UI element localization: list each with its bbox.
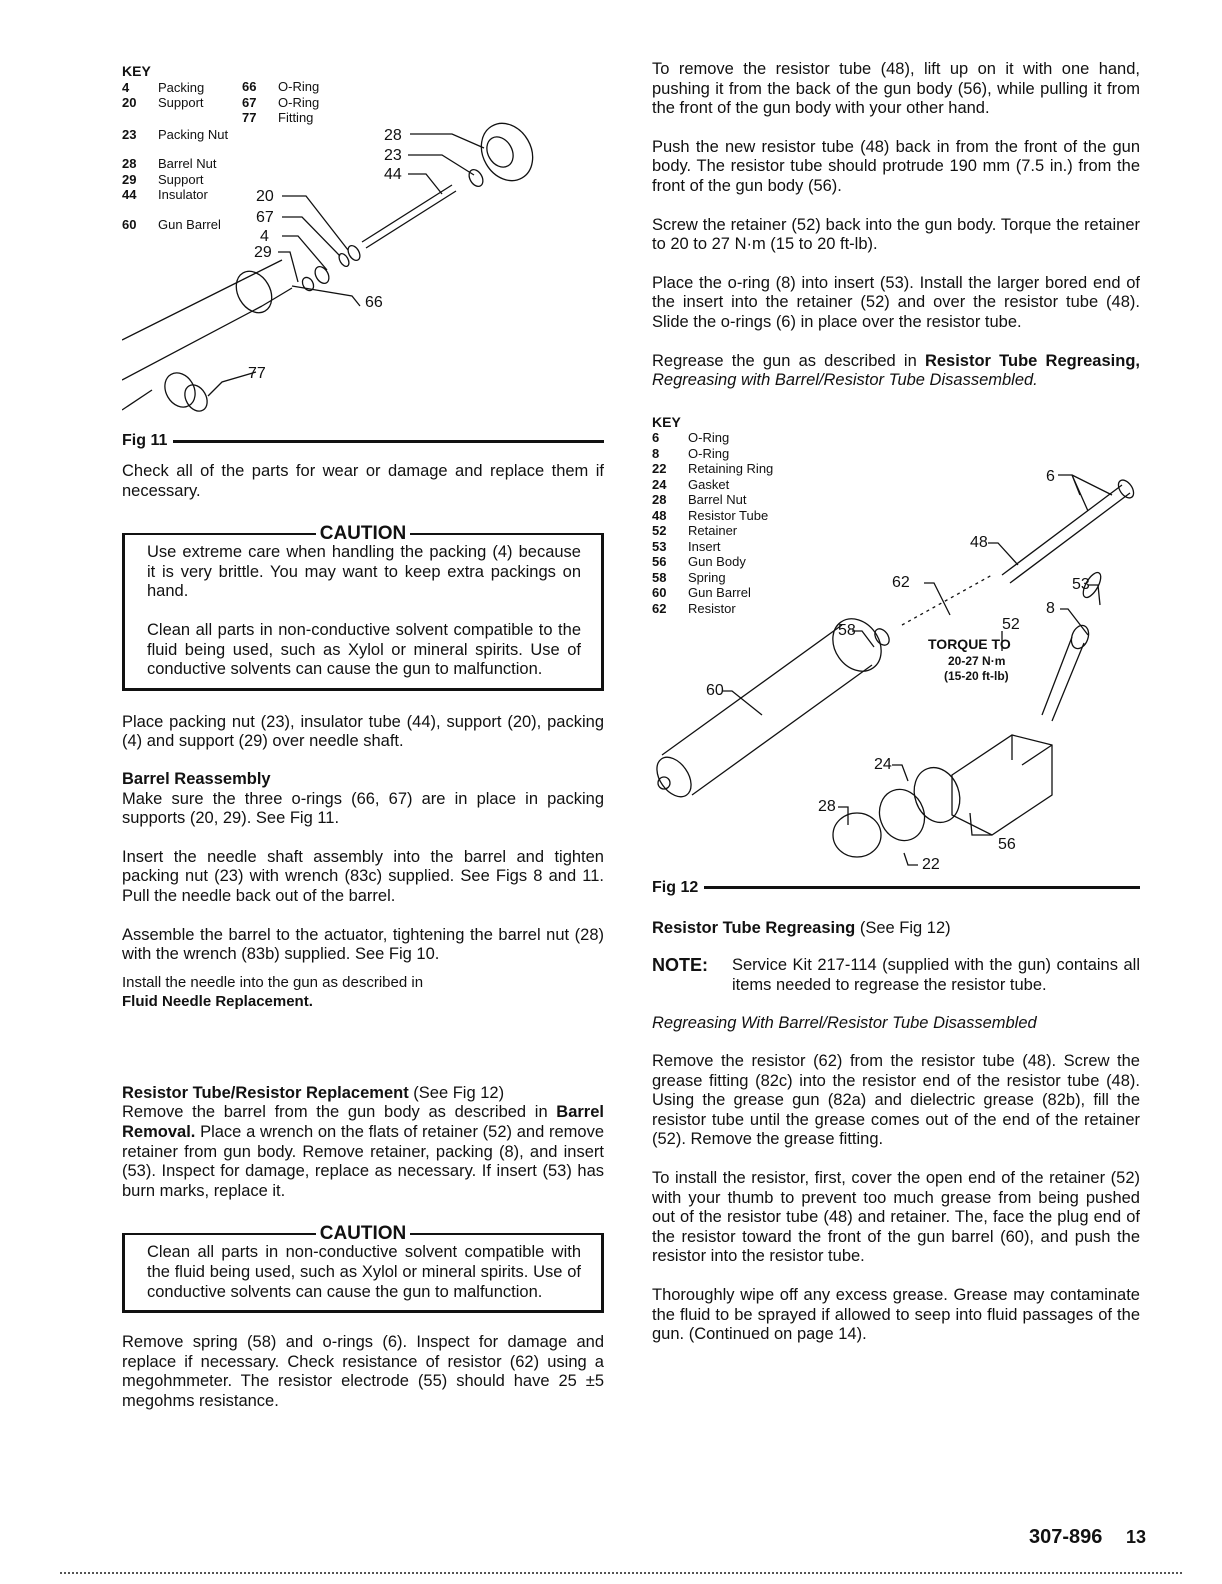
fig12-key-row: 60 Gun Barrel (652, 585, 751, 601)
paragraph: Assemble the barrel to the actuator, tightening the barrel nut (28) with the wrench (83b) supplied. See Fig 10. (122, 925, 604, 964)
fig11-key-row: 23 Packing Nut (122, 126, 229, 142)
paragraph: Install the needle into the gun as described in Fluid Needle Replacement. (122, 973, 424, 1011)
fig12-key-row: 28 Barrel Nut (652, 492, 747, 508)
fig11-key-row: 44 Insulator (122, 187, 208, 202)
page-footer (1029, 1526, 1146, 1549)
page-number: 13 (1125, 1527, 1146, 1547)
fig12-key-row: 52 Retainer (652, 523, 738, 539)
fig11-callout: 23 (384, 147, 402, 164)
fig11-key-row: 77 Fitting (242, 110, 314, 125)
fig11-key-row: 4 Packing (122, 79, 205, 95)
paragraph: Screw the retainer (52) back into the gun body. Torque the retainer to 20 to 27 N·m (15 to 20 ft-lb). (652, 215, 1140, 254)
fig12-callout: 60 (706, 681, 724, 699)
fig12-key-row: 24 Gasket (652, 476, 730, 492)
fig11-callout: 28 (384, 127, 402, 144)
torque-line: TORQUE TO (928, 635, 1011, 652)
fig12-key-row: 58 Spring (652, 569, 726, 585)
fig12-key-row: 6 O-Ring (652, 430, 730, 446)
fig11-key-row: 29 Support (122, 171, 204, 187)
torque-line: (15-20 ft-lb) (944, 668, 1009, 683)
paragraph: Insert the needle shaft assembly into the barrel and tighten packing nut (23) with wrench (83c) supplied. See Figs 8 and 11. Pull the needle back out of the barrel. (122, 847, 604, 905)
note-text: Service Kit 217-114 (supplied with the gun) contains all items needed to regrease the resistor tube. (732, 956, 1140, 994)
paragraph: Push the new resistor tube (48) back in from the front of the gun body. The resistor tube should protrude 190 mm (7.5 in.) from the front of the gun body (56). (652, 137, 1140, 195)
left-column (122, 60, 604, 1412)
caution-title: CAUTION (122, 1223, 604, 1245)
paragraph: Resistor Tube/Resistor Replacement (See Fig 12) Remove the barrel from the gun body as described in Barrel Removal. Place a wrench on the flats of retainer (52) and remove retainer from gun body. Remove retainer, packing (8), and insert (53). Inspect for damage, replace as necessary. If insert (53) has burn marks, replace it. (122, 1083, 604, 1200)
fig12-key-title: KEY (652, 413, 681, 430)
paragraph: Remove spring (58) and o-rings (6). Inspect for damage and replace if necessary. Check resistance of resistor (62) using a megohmmeter. The resistor electrode (55) should have 25 ±5 megohms resistance. (122, 1333, 604, 1410)
fig11-key-row: 28 Barrel Nut (122, 156, 217, 171)
fig11-key-row: 60 Gun Barrel (122, 216, 221, 232)
fig12-key-row: 62 Resistor (652, 600, 736, 616)
fig11-key-title: KEY (122, 63, 151, 79)
fig12-callout: 6 (1046, 467, 1055, 485)
barrel-nut-shape (471, 114, 543, 190)
fig11-callout: 29 (254, 244, 272, 261)
caution-text: Clean all parts in non-conductive solvent compatible to the fluid being used, such as Xylol or mineral spirits. Use of conductive solvents can cause the gun to malfunction. (147, 620, 581, 679)
fig12-key-row: 22 Retaining Ring (652, 461, 774, 477)
fig12-callout: 24 (874, 755, 892, 773)
fig11-caption: Fig 11 (122, 432, 604, 450)
paragraph: Regrease the gun as described in Resistor Tube Regreasing, Regreasing with Barrel/Resistor Tube Disassembled. (652, 351, 1140, 390)
paragraph: To install the resistor, first, cover the open end of the retainer (52) with your thumb to prevent too much grease from being pushed out of the resistor tube (48) and retainer. The, face the plug end of the resistor toward the front of the gun barrel (60), and push the resistor into the resistor tube. (652, 1169, 1140, 1266)
paragraph: Place packing nut (23), insulator tube (44), support (20), packing (4) and support (29) over needle shaft. (122, 712, 604, 751)
torque-line: 20-27 N·m (948, 653, 1006, 668)
fig12-callout: 53 (1072, 575, 1090, 593)
fig12-key-row: 56 Gun Body (652, 554, 746, 570)
caution-text: Clean all parts in non-conductive solvent compatible with the fluid being used, such as Xylol or mineral spirits. Use of conductive solvents can cause the gun to malfunction. (147, 1243, 581, 1301)
fig11-key-row: 67 O-Ring (242, 94, 320, 110)
fig11-callout: 77 (248, 365, 266, 382)
paragraph: Place the o-ring (8) into insert (53). Install the larger bored end of the insert into the retainer (52) and over the resistor tube (48). Slide the o-rings (6) in place over the resistor tube. (652, 273, 1140, 331)
note-block (652, 956, 1140, 995)
fig11-drawing (122, 60, 604, 430)
caution-box (122, 1223, 604, 1313)
fig12-callout: 22 (922, 855, 940, 873)
section-heading-resistor-replacement: Resistor Tube/Resistor Replacement (122, 1083, 409, 1102)
doc-number: 307-896 (1029, 1526, 1103, 1548)
fig12-callout: 48 (970, 533, 988, 551)
section-heading-regreasing: Resistor Tube Regreasing (652, 918, 856, 937)
fig12-callout: 52 (1002, 615, 1020, 633)
fig12-key-row: 53 Insert (652, 538, 721, 554)
fig12-callout: 28 (818, 797, 836, 815)
caution-box (122, 523, 604, 691)
paragraph: Check all of the parts for wear or damage and replace them if necessary. (122, 462, 604, 500)
paragraph: Resistor Tube Regreasing (See Fig 12) (652, 918, 951, 937)
caution-text: Use extreme care when handling the packing (4) because it is very brittle. You may want to keep extra packings on hand. (147, 543, 581, 601)
fig11-callout: 66 (365, 294, 383, 311)
paragraph: To remove the resistor tube (48), lift up on it with one hand, pushing it from the back of the gun body (56), while pulling it from the front of the gun body with your other hand. (652, 60, 1140, 118)
fig12-callout: 58 (838, 621, 856, 639)
figure-11 (122, 60, 604, 450)
fig12-key-row: 48 Resistor Tube (652, 507, 769, 523)
paragraph: Make sure the three o-rings (66, 67) are in place in packing supports (20, 29). See Fig 11. (122, 789, 604, 828)
note-label: NOTE: (652, 955, 708, 976)
fig12-callout: 62 (892, 573, 910, 591)
fig11-key-row: 66 O-Ring (242, 79, 320, 94)
fig11-callout: 4 (260, 228, 269, 245)
fig12-drawing (652, 415, 1140, 875)
fig11-callout: 44 (384, 166, 402, 183)
caution-title: CAUTION (122, 523, 604, 545)
fig12-callout: 8 (1046, 599, 1055, 617)
paragraph: Thoroughly wipe off any excess grease. Grease may contaminate the fluid to be sprayed if allowed to seep into fluid passages of the gun. (Continued on page 14). (652, 1286, 1140, 1344)
fig12-caption: Fig 12 (652, 879, 1140, 897)
fig12-key-row: 8 O-Ring (652, 445, 730, 461)
figure-12 (652, 415, 1140, 905)
paragraph: Remove the resistor (62) from the resistor tube (48). Screw the grease fitting (82c) into the resistor end of the resistor tube (48). Using the grease gun (82a) and dielectric grease (82b), fill the resistor tube until the grease comes out of the end of the retainer (52). Remove the grease fitting. (652, 1052, 1140, 1149)
fig11-key-row: 20 Support (122, 95, 204, 110)
fig12-callout: 56 (998, 835, 1016, 853)
fig11-callout: 20 (256, 188, 274, 205)
right-column (652, 60, 1140, 1345)
fig11-callout: 67 (256, 209, 274, 226)
bottom-rule (60, 1572, 1182, 1574)
italic-subheading: Regreasing With Barrel/Resistor Tube Disassembled (652, 1013, 1037, 1032)
section-heading-barrel-reassembly: Barrel Reassembly (122, 769, 271, 788)
